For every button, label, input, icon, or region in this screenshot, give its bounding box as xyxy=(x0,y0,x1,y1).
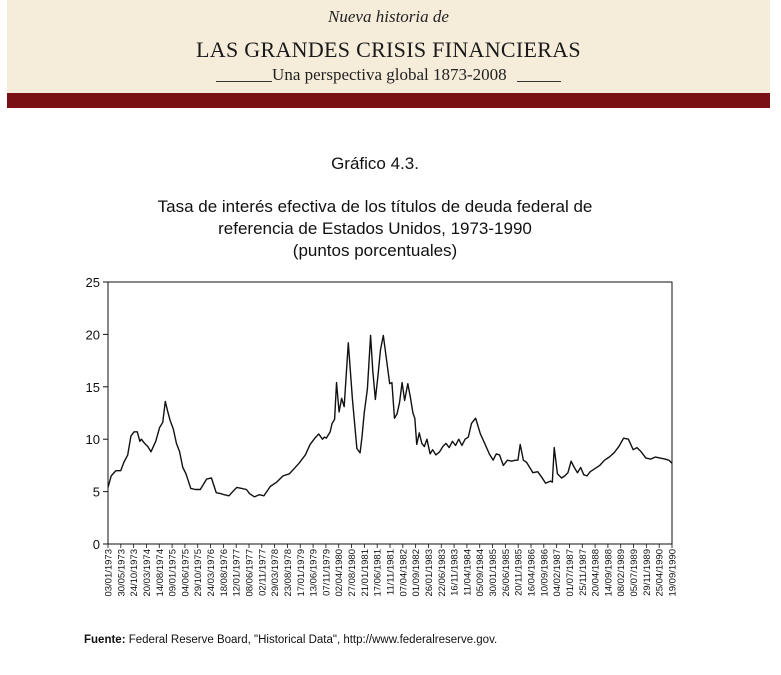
source-text: Federal Reserve Board, "Historical Data", http://www.federalreserve.gov. xyxy=(128,634,498,646)
x-tick-label: 02/04/1980 xyxy=(334,549,346,597)
x-tick-label: 07/04/1982 xyxy=(398,549,410,597)
x-tick-label: 25/11/1987 xyxy=(577,549,589,596)
x-tick-label: 01/07/1987 xyxy=(564,549,576,597)
x-tick-label: 17/01/1979 xyxy=(295,549,307,597)
x-tick-label: 24/03/1976 xyxy=(206,549,218,597)
x-tick-label: 22/06/1983 xyxy=(436,549,448,597)
x-tick-label: 25/04/1990 xyxy=(654,549,666,597)
x-tick-label: 20/04/1988 xyxy=(590,549,602,597)
x-tick-label: 27/08/1980 xyxy=(347,549,359,597)
x-tick-label: 11/11/1981 xyxy=(385,549,397,596)
x-tick-label: 13/06/1979 xyxy=(308,549,320,597)
x-tick-label: 12/01/1977 xyxy=(231,549,243,597)
x-axis xyxy=(104,544,679,597)
source-note xyxy=(84,634,497,646)
x-tick-label: 18/08/1976 xyxy=(218,549,230,597)
x-tick-label: 26/01/1983 xyxy=(423,549,435,597)
header-book-title: LAS GRANDES CRISIS FINANCIERAS xyxy=(196,37,581,62)
x-tick-label: 05/07/1989 xyxy=(629,549,641,597)
x-tick-label: 19/09/1990 xyxy=(667,549,679,597)
x-tick-label: 16/11/1983 xyxy=(449,549,461,596)
x-tick-label: 24/10/1973 xyxy=(129,549,141,597)
x-tick-label: 30/01/1985 xyxy=(488,549,500,597)
x-tick-label: 11/04/1984 xyxy=(462,549,474,596)
x-tick-label: 05/09/1984 xyxy=(475,549,487,597)
source-label: Fuente: xyxy=(84,634,126,646)
x-tick-label: 26/06/1985 xyxy=(500,549,512,597)
header-subtitle: Una perspectiva global 1873-2008 xyxy=(272,65,507,84)
x-tick-label: 04/06/1975 xyxy=(180,549,192,597)
x-tick-label: 17/06/1981 xyxy=(372,549,384,597)
y-tick-label: 5 xyxy=(92,484,100,500)
figure-title-line-2: referencia de Estados Unidos, 1973-1990 xyxy=(218,219,532,238)
x-tick-label: 20/03/1974 xyxy=(141,549,153,597)
x-tick-label: 29/10/1975 xyxy=(193,549,205,597)
plot-frame xyxy=(108,282,672,544)
x-tick-label: 04/02/1987 xyxy=(552,549,564,597)
figure-title-line-3: (puntos porcentuales) xyxy=(292,241,458,260)
series-line xyxy=(108,335,672,496)
x-tick-label: 14/08/1974 xyxy=(154,549,166,597)
y-tick-label: 0 xyxy=(92,537,100,552)
x-tick-label: 08/06/1977 xyxy=(244,549,256,597)
y-tick-label: 20 xyxy=(85,327,100,343)
x-tick-label: 14/09/1988 xyxy=(603,549,615,597)
x-tick-label: 21/01/1981 xyxy=(359,549,371,597)
figure-title-line-1: Tasa de interés efectiva de los títulos de deuda federal de xyxy=(157,197,593,216)
x-tick-label: 10/09/1986 xyxy=(539,549,551,597)
x-tick-label: 29/11/1989 xyxy=(641,549,653,596)
x-tick-label: 20/11/1985 xyxy=(513,549,525,596)
x-tick-label: 23/08/1978 xyxy=(282,549,294,597)
y-axis xyxy=(86,275,108,552)
x-tick-label: 29/03/1978 xyxy=(270,549,282,597)
y-tick-label: 10 xyxy=(85,432,100,448)
y-tick-label: 25 xyxy=(85,275,100,290)
figure-number: Gráfico 4.3. xyxy=(331,154,419,173)
x-tick-label: 07/11/1979 xyxy=(321,549,333,596)
x-tick-label: 30/05/1973 xyxy=(116,549,128,597)
x-tick-label: 09/01/1975 xyxy=(167,549,179,597)
x-tick-label: 08/02/1989 xyxy=(616,549,628,597)
x-tick-label: 16/04/1986 xyxy=(526,549,538,597)
y-tick-label: 15 xyxy=(85,379,100,395)
header-series-title: Nueva historia de xyxy=(328,7,449,26)
x-tick-label: 01/09/1982 xyxy=(411,549,423,597)
x-tick-label: 03/01/1973 xyxy=(103,549,115,597)
x-tick-label: 02/11/1977 xyxy=(257,549,269,596)
